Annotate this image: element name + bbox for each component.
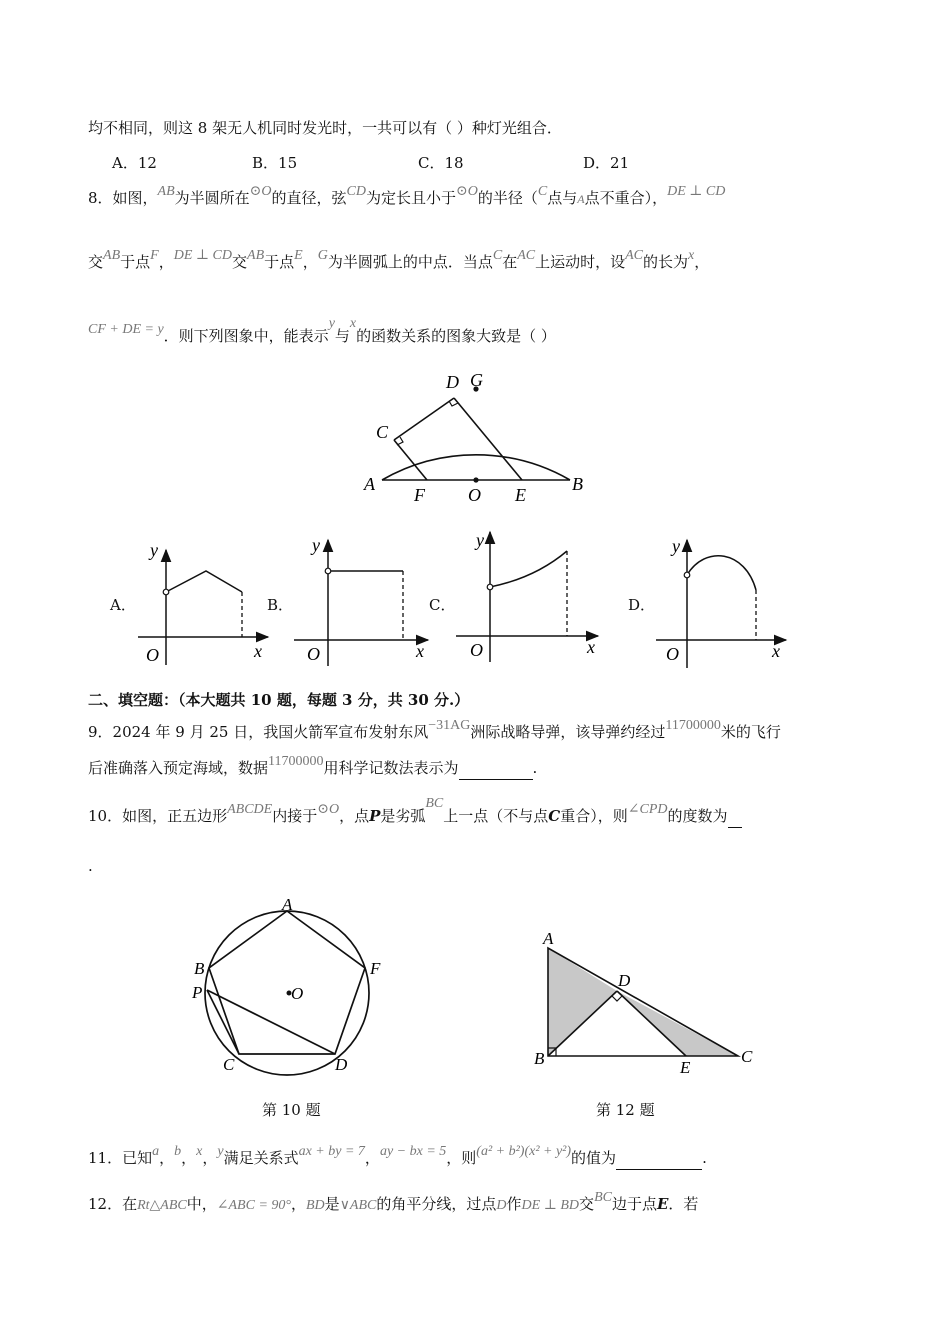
svg-text:B: B (534, 1049, 545, 1068)
fig10-caption: 第 10 题 (262, 1101, 321, 1119)
q8-line-2: 交AB于点F，DE ⊥ CD交AB于点E，G为半圆弧上的中点．当点C在AC上运动时，设AC的长为x， (88, 248, 710, 271)
q7-option-b: B．15 (252, 154, 298, 172)
label-c: C (376, 422, 389, 442)
svg-text:x: x (254, 641, 262, 661)
label-e: E (515, 485, 526, 505)
svg-text:A: A (282, 895, 293, 914)
q7-option-a: A．12 (112, 154, 157, 172)
q10-period: . (88, 857, 93, 875)
svg-text:P: P (192, 983, 203, 1002)
svg-text:x: x (416, 641, 424, 661)
q8-line-3: CF + DE = y．则下列图象中，能表示y与x的函数关系的图象大致是（ ） (88, 316, 556, 345)
q11-line: 11．已知a，b，x，y满足关系式ax + by = 7，ay − bx = 5，则(a² + b²)(x² + y²)的值为 . (88, 1148, 707, 1170)
svg-text:B: B (194, 959, 205, 978)
graph-option-a-label: A． (110, 596, 136, 614)
q8-line-1: 8．如图，AB为半圆所在⊙O的直径，弦CD为定长且小于⊙O的半径（C点与A点不重合），DE ⊥ CD (88, 184, 726, 207)
svg-text:C: C (741, 1047, 753, 1066)
svg-text:F: F (370, 959, 381, 978)
label-o: O (468, 485, 481, 505)
svg-text:x: x (772, 641, 780, 661)
graph-option-c-label: C． (429, 596, 456, 614)
svg-text:O: O (146, 645, 159, 665)
label-g: G (470, 370, 483, 390)
svg-text:y: y (150, 540, 158, 560)
label-f: F (414, 485, 425, 505)
q7-option-d: D．21 (583, 154, 630, 172)
q10-line: 10．如图，正五边形ABCDE内接于⊙O，点P是劣弧BC上一点（不与点C重合），则∠CPD的度数为 (88, 806, 742, 828)
q11-answer-blank[interactable] (616, 1151, 702, 1170)
graph-option-b-label: B． (267, 596, 294, 614)
q9-line-2: 后准确落入预定海域，数据11700000用科学记数法表示为 . (88, 758, 537, 780)
svg-text:D: D (335, 1055, 348, 1074)
q7-option-c: C．18 (418, 154, 464, 172)
label-b: B (572, 474, 583, 494)
svg-text:O: O (470, 640, 483, 660)
svg-text:A: A (543, 929, 554, 948)
svg-text:y: y (476, 530, 484, 550)
svg-text:y: y (672, 536, 680, 556)
svg-text:x: x (587, 637, 595, 657)
svg-text:O: O (666, 644, 679, 664)
svg-text:O: O (307, 644, 320, 664)
section-2-title: 二、填空题：（本大题共 10 题，每题 3 分，共 30 分.） (88, 691, 470, 709)
svg-text:O: O (291, 984, 304, 1003)
label-d: D (446, 372, 459, 392)
q9-line-1: 9．2024 年 9 月 25 日，我国火箭军宣布发射东风−31AG洲际战略导弹，该导弹约经过11700000米的飞行 (88, 718, 781, 741)
svg-text:C: C (223, 1055, 235, 1074)
svg-text:D: D (618, 971, 631, 990)
svg-text:E: E (680, 1058, 691, 1077)
label-a: A (364, 474, 375, 494)
q7-line: 均不相同，则这 8 架无人机同时发光时，一共可以有（ ）种灯光组合． (88, 119, 562, 137)
q12-line: 12．在Rt△ABC中，∠ABC = 90°，BD是∨ABC的角平分线，过点D作DE ⊥ BD交BC边于点E．若 (88, 1190, 699, 1213)
svg-text:y: y (312, 535, 320, 555)
graph-option-d-label: D． (628, 596, 656, 614)
fig12-caption: 第 12 题 (596, 1101, 655, 1119)
